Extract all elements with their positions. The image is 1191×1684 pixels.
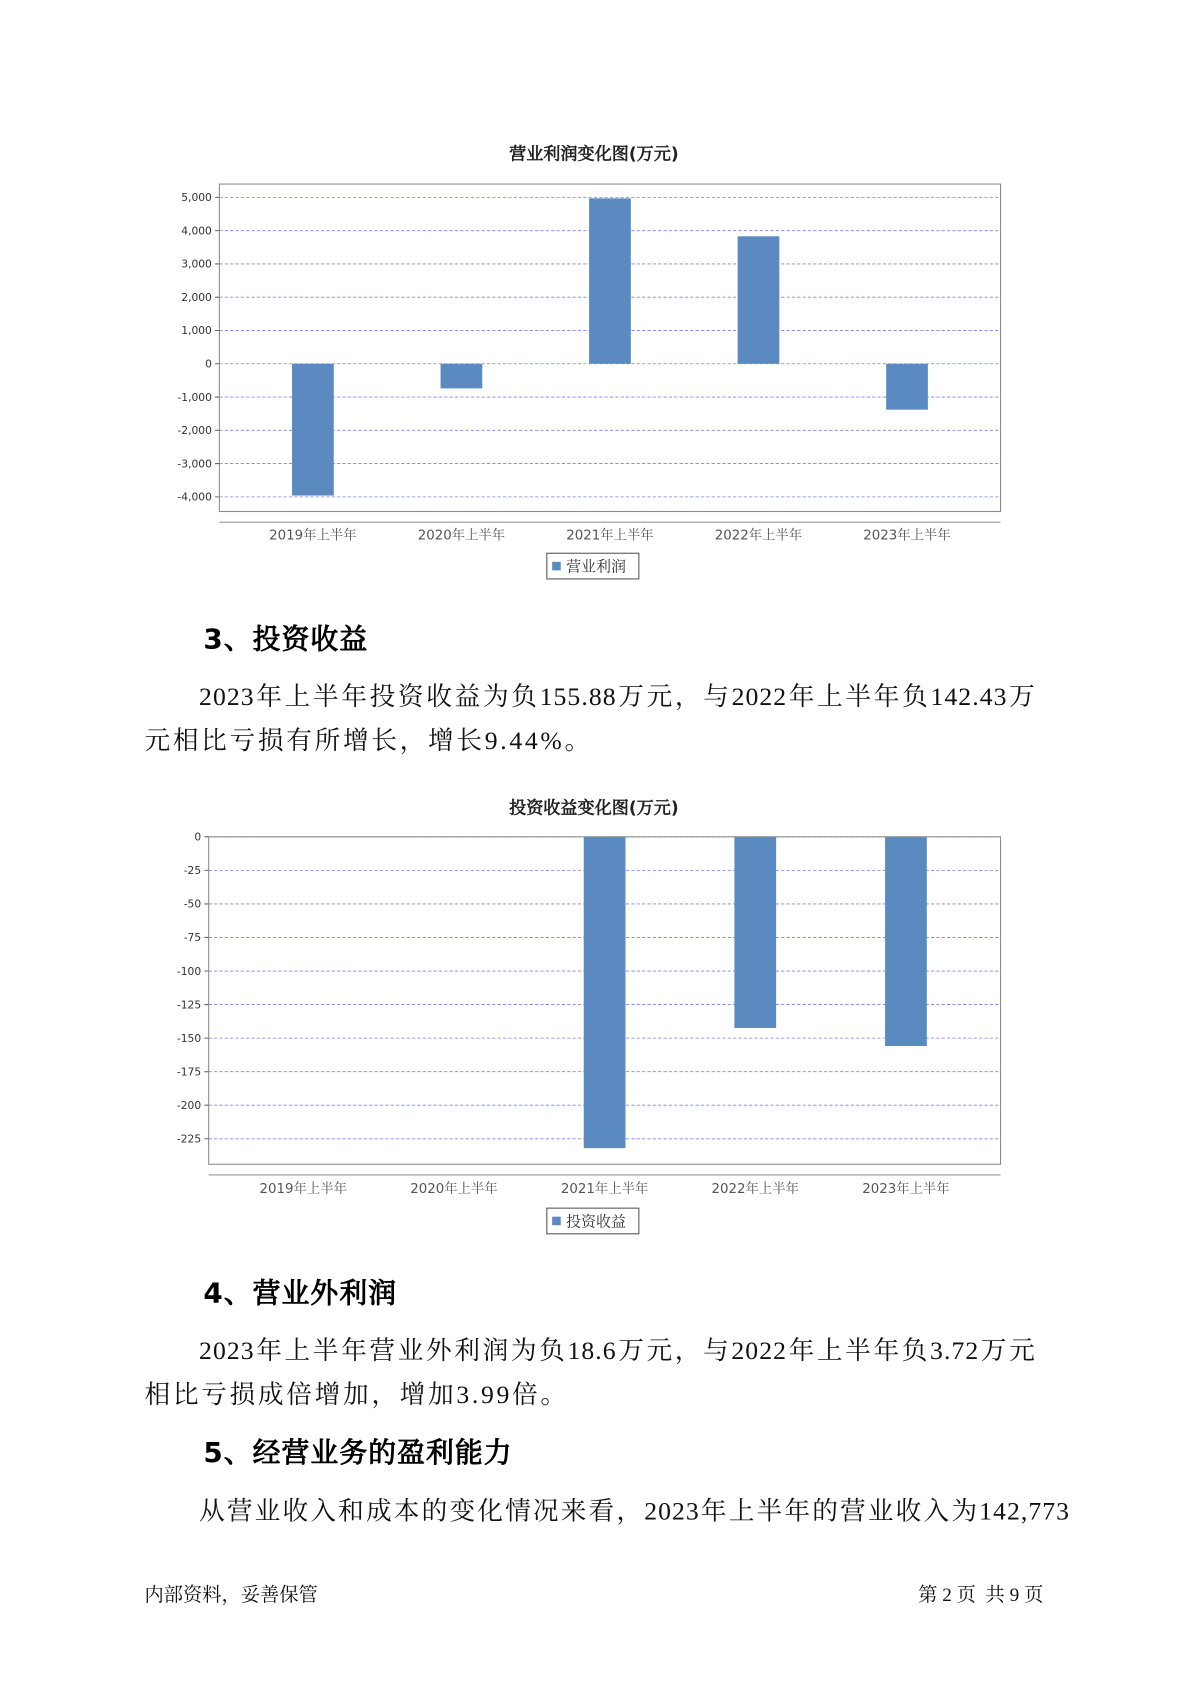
paragraph-line: 2023年上半年营业外利润为负18.6万元，与2022年上半年负3.72万元 <box>199 1337 1036 1366</box>
y-tick-label: -75 <box>183 931 202 945</box>
y-tick-label: -1,000 <box>177 390 212 404</box>
bar <box>292 364 334 496</box>
y-tick-label: -4,000 <box>177 490 212 504</box>
bar <box>738 236 780 363</box>
paragraph-line: 相比亏损成倍增加，增加3.99倍。 <box>144 1381 569 1410</box>
plot-group <box>177 831 1001 1198</box>
section-heading-profitability: 5、经营业务的盈利能力 <box>203 1437 513 1470</box>
y-tick-label: -50 <box>183 897 202 911</box>
x-tick-label: 2020年上半年 <box>417 528 506 544</box>
paragraph-line: 元相比亏损有所增长，增长9.44%。 <box>144 727 593 756</box>
x-tick-label: 2022年上半年 <box>711 1182 799 1198</box>
operating-profit-chart <box>139 128 1059 593</box>
bar <box>584 837 626 1148</box>
y-tick-label: -3,000 <box>177 457 212 471</box>
legend-swatch <box>552 1217 561 1226</box>
y-tick-label: -2,000 <box>177 424 212 438</box>
y-tick-label: 0 <box>205 357 212 371</box>
x-tick-label: 2021年上半年 <box>560 1182 649 1198</box>
chart-title: 投资收益变化图(万元) <box>509 798 679 819</box>
x-tick-label: 2023年上半年 <box>862 1182 950 1198</box>
paragraph-line: 2023年上半年投资收益为负155.88万元，与2022年上半年负142.43万 <box>199 683 1036 712</box>
legend-swatch <box>552 562 561 571</box>
legend-label: 营业利润 <box>566 557 626 576</box>
legend <box>547 1208 639 1234</box>
investment-income-chart <box>139 781 1059 1246</box>
y-tick-label: 3,000 <box>181 257 212 271</box>
section-heading-non-operating-profit: 4、营业外利润 <box>203 1277 398 1310</box>
legend-label: 投资收益 <box>566 1212 626 1231</box>
y-tick-label: -150 <box>176 1031 202 1045</box>
y-tick-label: 4,000 <box>181 224 212 238</box>
y-tick-label: 5,000 <box>181 191 212 205</box>
x-tick-label: 2023年上半年 <box>863 528 951 544</box>
legend <box>547 553 639 579</box>
footer-page-number: 第 2 页 共 9 页 <box>918 1583 1044 1606</box>
y-tick-label: -175 <box>176 1065 202 1079</box>
footer-confidential-note: 内部资料，妥善保管 <box>144 1583 318 1606</box>
y-tick-label: 1,000 <box>181 324 212 338</box>
y-tick-label: -225 <box>176 1132 202 1146</box>
y-tick-label: -125 <box>176 998 202 1012</box>
x-tick-label: 2019年上半年 <box>259 1182 347 1198</box>
paragraph-line: 从营业收入和成本的变化情况来看，2023年上半年的营业收入为142,773 <box>199 1498 1071 1526</box>
plot-group <box>177 184 1000 543</box>
bar <box>886 364 928 410</box>
y-tick-label: 2,000 <box>181 290 212 304</box>
section-heading-investment-income: 3、投资收益 <box>203 623 369 656</box>
bar <box>734 837 776 1028</box>
x-tick-label: 2022年上半年 <box>714 528 803 544</box>
y-tick-label: -200 <box>176 1098 202 1112</box>
y-tick-label: -25 <box>183 864 202 878</box>
bar <box>441 364 483 389</box>
bar <box>885 837 927 1046</box>
x-tick-label: 2021年上半年 <box>566 528 654 544</box>
x-tick-label: 2020年上半年 <box>410 1182 498 1198</box>
y-tick-label: -100 <box>176 964 202 978</box>
y-tick-label: 0 <box>194 830 202 844</box>
chart-title: 营业利润变化图(万元) <box>509 144 679 165</box>
x-tick-label: 2019年上半年 <box>269 528 357 544</box>
bar <box>589 198 631 363</box>
